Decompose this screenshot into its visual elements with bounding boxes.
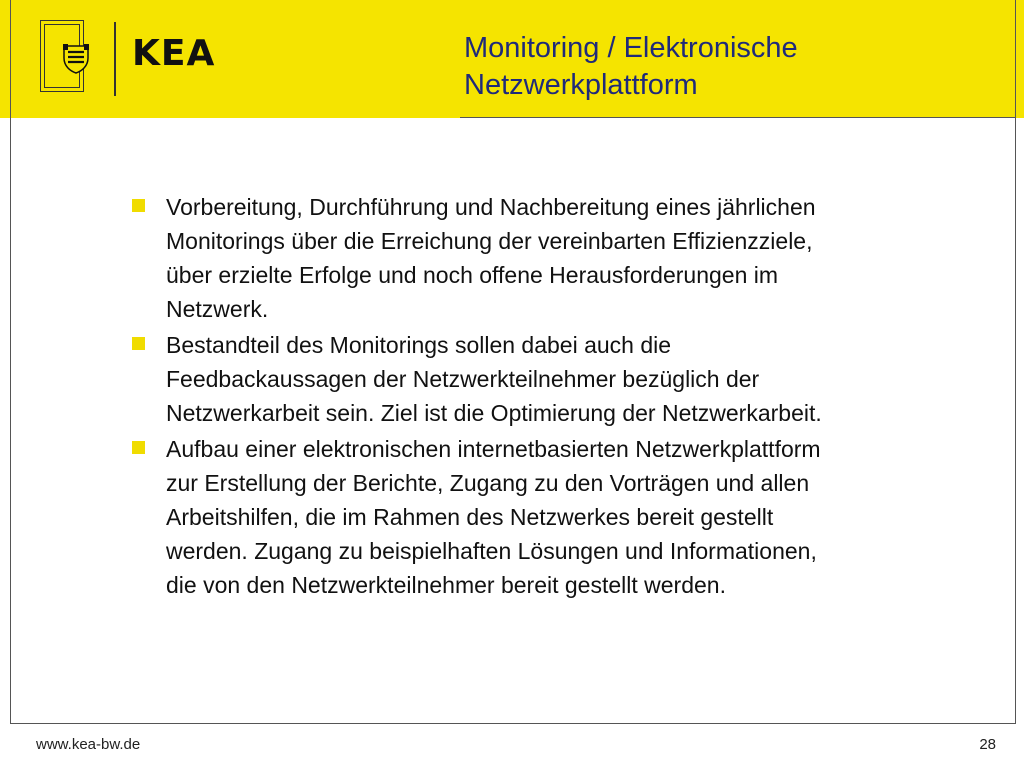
title-line-2: Netzwerkplattform <box>464 69 698 101</box>
square-bullet-icon <box>132 199 145 212</box>
bullet-list <box>130 190 990 604</box>
title-line-1: Monitoring / Elektronische <box>464 32 798 64</box>
footer-url: www.kea-bw.de <box>36 736 141 753</box>
square-bullet-icon <box>132 441 145 454</box>
coat-of-arms-icon <box>62 44 90 74</box>
page-title <box>464 30 1004 104</box>
bullet-item: Aufbau einer elektronischen internetbasierten Netzwerkplattform zur Erstellung der Berichte, Zugang zu den Vorträgen und allen Arbeitshilfen, die im Rahmen des Netzwerkes bereit gestellt werden. Zugang zu beispielhaften Lösungen und Informationen, die von den Netzwerkteilnehmer bereit gestellt werden. <box>130 432 990 602</box>
kea-logo: KEA <box>132 33 216 74</box>
bullet-item: Bestandteil des Monitorings sollen dabei auch die Feedbackaussagen der Netzwerkteilnehmer bezüglich der Netzwerkarbeit sein. Ziel ist die Optimierung der Netzwerkarbeit. <box>130 328 990 430</box>
square-bullet-icon <box>132 337 145 350</box>
logo-divider <box>114 22 116 96</box>
header-rule <box>460 117 1016 118</box>
page-number: 28 <box>979 736 996 753</box>
bullet-item: Vorbereitung, Durchführung und Nachbereitung eines jährlichen Monitorings über die Erreichung der vereinbarten Effizienzziele, über erzielte Erfolge und noch offene Herausforderungen im Netzwerk. <box>130 190 990 326</box>
